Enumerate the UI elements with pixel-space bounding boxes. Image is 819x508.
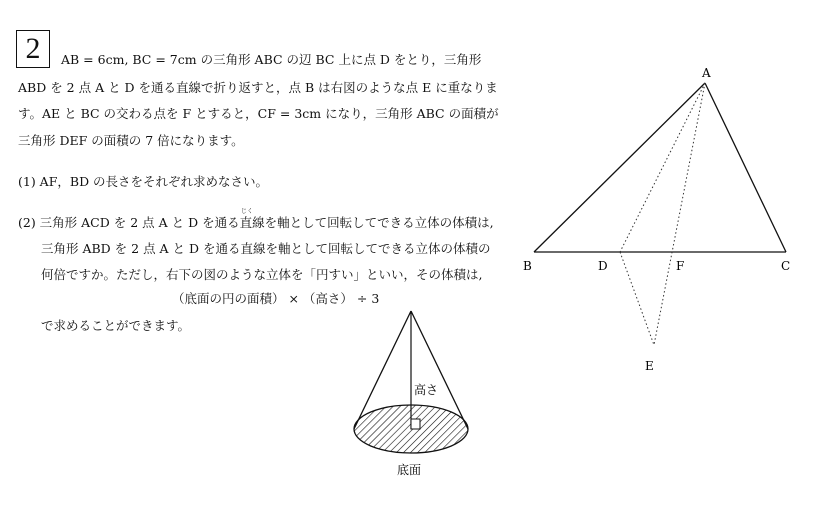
question-2-line-3: 何倍ですか。ただし，右下の図のような立体を「円すい」といい，その体積は, [41,267,483,282]
right-angle-mark [411,419,420,429]
question-2-line-2: 三角形 ABD を 2 点 A と D を通る直線を軸として回転してできる立体の体積の [41,241,491,256]
label-c: C [781,259,791,273]
label-f: F [676,259,685,273]
label-a: A [702,66,711,80]
problem-number: 2 [16,30,50,68]
volume-formula: （底面の円の面積） × （高さ） ÷ 3 [172,291,380,306]
question-2-line-1: (2) 三角形 ACD を 2 点 A と D を通る直線を軸として回転してできる立体の体積は, [18,215,494,230]
label-e: E [645,359,654,373]
height-label: 高さ [414,383,439,397]
question-1: (1) AF，BD の長さをそれぞれ求めなさい。 [18,174,269,189]
intro-line-3: す。AE と BC の交わる点を F とすると，CF = 3cm になり，三角形 ABC の面積が [18,106,499,121]
intro-line-4: 三角形 DEF の面積の 7 倍になります。 [18,133,244,148]
question-2-line-5: で求めることができます。 [41,318,191,333]
label-d: D [598,259,608,273]
label-b: B [523,259,532,273]
intro-line-1: AB = 6cm, BC = 7cm の三角形 ABC の辺 BC 上に点 D をとり，三角形 [61,52,482,67]
base-label: 底面 [397,463,422,477]
intro-line-2: ABD を 2 点 A と D を通る直線で折り返すと，点 B は右図のような点 E に重なりま [18,80,498,95]
furigana: じく [241,208,254,215]
